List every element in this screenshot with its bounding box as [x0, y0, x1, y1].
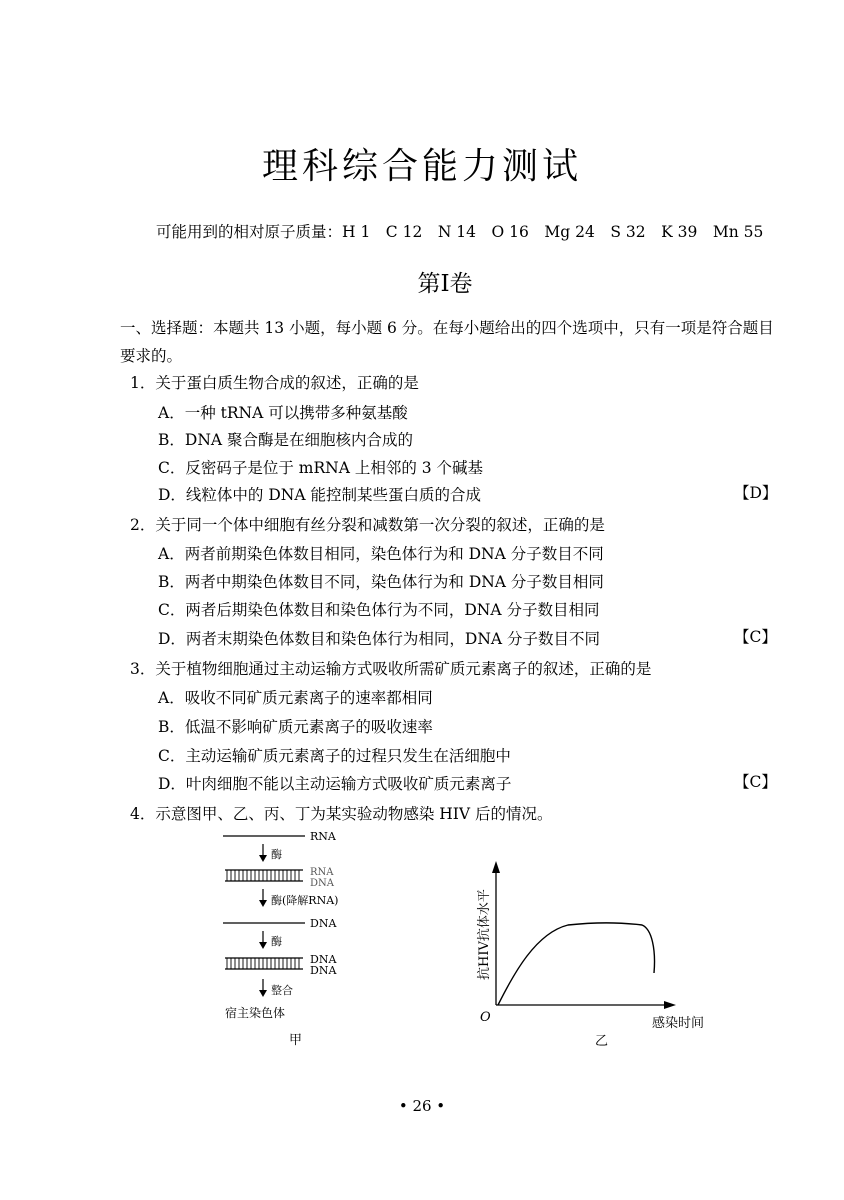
- x-axis-label: 感染时间: [652, 1016, 705, 1031]
- question-1-option-a: A．一种 tRNA 可以携带多种氨基酸: [158, 404, 408, 422]
- ds-dna-top-label: DNA: [310, 953, 337, 966]
- y-axis-arrow: [492, 861, 500, 873]
- double-stranded-dna: [225, 958, 303, 969]
- arrow-4-head: [259, 990, 267, 997]
- question-2-option-a: A．两者前期染色体数目相同，染色体行为和 DNA 分子数目不同: [158, 545, 604, 563]
- question-1-option-b: B．DNA 聚合酶是在细胞核内合成的: [158, 431, 414, 449]
- antibody-curve: [498, 923, 655, 1005]
- hybrid-rna-label: RNA: [310, 867, 334, 878]
- page-title: 理科综合能力测试: [261, 146, 582, 187]
- question-2-option-c: C．两者后期染色体数目和染色体行为不同，DNA 分子数目相同: [158, 601, 600, 619]
- question-4-stem: 4．示意图甲、乙、丙、丁为某实验动物感染 HIV 后的情况。: [130, 805, 553, 823]
- question-2-option-d: D．两者末期染色体数目和染色体行为相同，DNA 分子数目不同: [158, 630, 601, 648]
- question-1-answer: 【D】: [734, 484, 778, 502]
- question-3-option-a: A．吸收不同矿质元素离子的速率都相同: [158, 689, 433, 707]
- arrow-1-head: [259, 855, 267, 862]
- enzyme-3-label: 酶: [271, 935, 282, 948]
- enzyme-1-label: 酶: [271, 848, 282, 861]
- page-number: • 26 •: [398, 1097, 446, 1115]
- x-axis-arrow: [664, 1001, 676, 1009]
- integrate-label: 整合: [271, 984, 293, 997]
- question-1-stem: 1．关于蛋白质生物合成的叙述，正确的是: [130, 374, 419, 392]
- question-1-option-d: D．线粒体中的 DNA 能控制某些蛋白质的合成: [158, 486, 481, 504]
- atomic-masses-line: 可能用到的相对原子质量：H 1 C 12 N 14 O 16 Mg 24 S 32 K 39 Mn 55: [156, 223, 764, 241]
- question-1-option-c: C．反密码子是位于 mRNA 上相邻的 3 个碱基: [158, 459, 484, 477]
- question-2-option-b: B．两者中期染色体数目不同，染色体行为和 DNA 分子数目相同: [158, 573, 604, 591]
- volume-heading: 第Ⅰ卷: [417, 271, 473, 297]
- hybrid-dna-label: DNA: [310, 878, 334, 889]
- dna-single-label: DNA: [310, 917, 337, 930]
- figure-jia-caption: 甲: [289, 1033, 303, 1048]
- arrow-2-head: [259, 900, 267, 907]
- question-3-answer: 【C】: [734, 773, 777, 791]
- rna-dna-hybrid: [225, 870, 303, 881]
- host-chromosome-label: 宿主染色体: [225, 1006, 286, 1020]
- question-3-option-b: B．低温不影响矿质元素离子的吸收速率: [158, 718, 433, 736]
- question-3-option-d: D．叶肉细胞不能以主动运输方式吸收矿质元素离子: [158, 775, 512, 793]
- origin-label: O: [480, 1010, 491, 1025]
- question-2-answer: 【C】: [734, 628, 777, 646]
- y-axis-label: 抗HIV抗体水平: [477, 889, 492, 980]
- question-3-option-c: C．主动运输矿质元素离子的过程只发生在活细胞中: [158, 747, 511, 765]
- question-3-stem: 3．关于植物细胞通过主动运输方式吸收所需矿质元素离子的叙述，正确的是: [130, 660, 652, 678]
- ds-dna-bottom-label: DNA: [310, 964, 337, 977]
- figure-yi-graph: [466, 855, 736, 1055]
- figure-yi-caption: 乙: [595, 1034, 609, 1049]
- rna-label: RNA: [310, 830, 336, 843]
- arrow-3-head: [259, 942, 267, 949]
- figure-jia-diagram: [215, 825, 375, 1055]
- question-2-stem: 2．关于同一个体中细胞有丝分裂和减数第一次分裂的叙述，正确的是: [130, 516, 605, 534]
- enzyme-2-label: 酶(降解RNA): [271, 894, 339, 907]
- section-instructions: 一、选择题：本题共 13 小题，每小题 6 分。在每小题给出的四个选项中，只有一项是符合题目要求的。: [120, 319, 774, 365]
